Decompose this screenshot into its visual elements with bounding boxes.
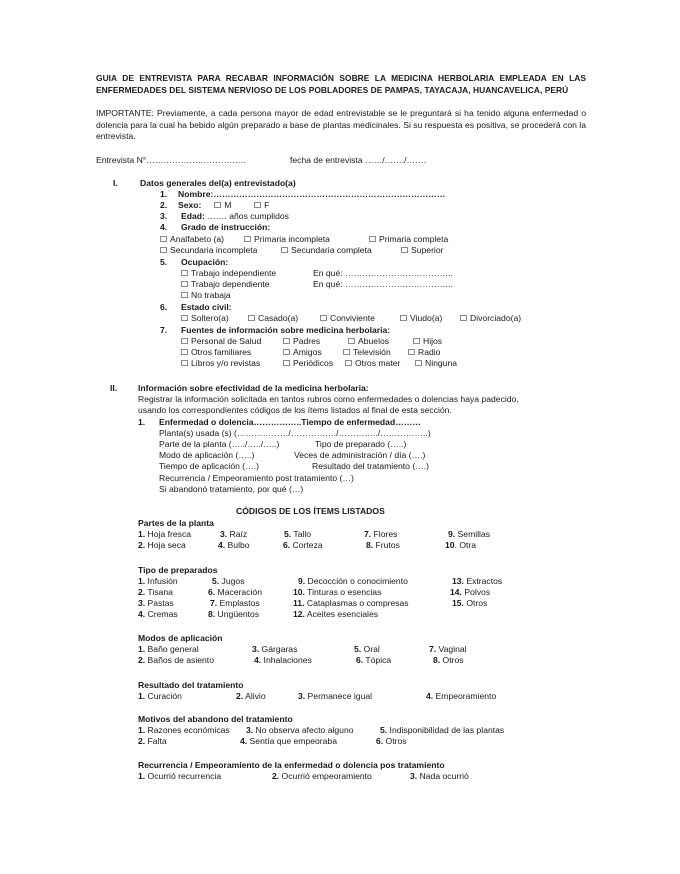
source-option-abuelos[interactable]: Abuelos (348, 336, 389, 347)
code-item: 6. Otros (376, 736, 407, 746)
education-option-secundaria-incompleta[interactable]: Secundaria incompleta (160, 245, 257, 256)
interview-date-field[interactable]: fecha de entrevista ……/……./……. (290, 155, 427, 165)
code-item: 2. Baños de asiento (138, 655, 214, 665)
code-item: 1. Infusión (138, 576, 178, 586)
q3-number: 3. (160, 211, 168, 221)
checkbox-icon[interactable] (283, 338, 290, 344)
q2-number: 2. (160, 200, 168, 210)
code-item: 2. Hoja seca (138, 540, 186, 550)
checkbox-icon[interactable] (214, 202, 221, 208)
code-item: 4. Cremas (138, 609, 178, 619)
treatment-result-field[interactable]: Resultado del tratamiento (….) (312, 461, 430, 471)
code-item: 3. Pastas (138, 598, 174, 608)
code-item: 8. Ungüentos (208, 609, 260, 619)
occupation-option-dependiente[interactable]: Trabajo dependiente (181, 279, 270, 290)
source-option-otros-mater[interactable]: Otros mater (345, 358, 400, 369)
checkbox-icon[interactable] (345, 360, 352, 366)
disease-field[interactable]: Enfermedad o dolencia……………..Tiempo de enfermedad……… (159, 417, 421, 427)
code-item: 1. Ocurrió recurrencia (138, 771, 222, 781)
code-item: 1. Razones económicas (138, 725, 230, 735)
checkbox-icon[interactable] (181, 292, 188, 298)
section-2-heading: Información sobre efectividad de la medicina herbolaria: (138, 383, 369, 393)
education-option-secundaria-completa[interactable]: Secundaria completa (281, 245, 372, 256)
source-option-otros-familiares[interactable]: Otros familiares (181, 347, 251, 358)
code-item: 3. Nada ocurrió (410, 771, 469, 781)
q6-number: 6. (160, 302, 168, 312)
section-1-numeral: I. (113, 178, 118, 188)
code-item: 2. Ocurrió empeoramiento (272, 771, 372, 781)
name-field[interactable]: Nombre:……………………………………………………………………… (178, 189, 446, 199)
code-item: 4. Inhalaciones (254, 655, 312, 665)
code-item: 7. Flores (364, 529, 398, 539)
source-option-television[interactable]: Televisión (343, 347, 391, 358)
checkbox-icon[interactable] (460, 315, 467, 321)
code-item: 3. Raíz (220, 529, 248, 539)
sex-m-option[interactable]: M (214, 200, 231, 210)
source-option-ninguna[interactable]: Ninguna (415, 358, 457, 369)
code-item: 7. Vaginal (429, 644, 467, 654)
education-option-primaria-completa[interactable]: Primaria completa (369, 234, 448, 245)
code-item: 14. Polvos (450, 587, 491, 597)
code-item: 7. Emplastos (210, 598, 260, 608)
code-item: 2. Alivio (236, 691, 266, 701)
codes-title: CÓDIGOS DE LOS ÍTEMS LISTADOS (236, 506, 385, 516)
recurrence-field[interactable]: Recurrencia / Empeoramiento post tratamiento (…) (159, 473, 354, 483)
checkbox-icon[interactable] (281, 247, 288, 253)
checkbox-icon[interactable] (181, 270, 188, 276)
section-1-heading: Datos generales del(a) entrevistado(a) (140, 178, 296, 188)
education-option-superior[interactable]: Superior (401, 245, 443, 256)
checkbox-icon[interactable] (254, 202, 261, 208)
checkbox-icon[interactable] (181, 315, 188, 321)
info-sources-label: Fuentes de información sobre medicina herbolaria: (181, 325, 391, 335)
code-item: 1. Baño general (138, 644, 199, 654)
code-item: 4. Empeoramiento (426, 691, 497, 701)
abandon-reasons-heading: Motivos del abandono del tratamiento (138, 714, 293, 724)
sex-f-option[interactable]: F (254, 200, 269, 210)
checkbox-icon[interactable] (160, 247, 167, 253)
civil-option-viudo[interactable]: Viudo(a) (400, 313, 442, 324)
source-option-hijos[interactable]: Hijos (413, 336, 442, 347)
checkbox-icon[interactable] (181, 360, 188, 366)
checkbox-icon[interactable] (181, 338, 188, 344)
interview-number-field[interactable]: Entrevista N°…………………………….. (96, 155, 246, 165)
section-2-instructions-line-2: usando los correspondientes códigos de los ítems listados al final de esta sección. (138, 405, 452, 415)
checkbox-icon[interactable] (283, 360, 290, 366)
checkbox-icon[interactable] (248, 315, 255, 321)
recurrence-heading: Recurrencia / Empeoramiento de la enfermedad o dolencia pos tratamiento (138, 760, 445, 770)
code-item: 8. Otros (433, 655, 464, 665)
code-item: 6. Tópica (356, 655, 392, 665)
civil-option-casado[interactable]: Casado(a) (248, 313, 298, 324)
source-option-personal-salud[interactable]: Personal de Salud (181, 336, 261, 347)
code-item: 2. Falta (138, 736, 167, 746)
administrations-per-day-field[interactable]: Veces de administración / día (….) (294, 450, 426, 460)
occupation-dependiente-detail-field[interactable]: En qué: ……………………………….. (313, 279, 453, 289)
education-option-primaria-incompleta[interactable]: Primaria incompleta (244, 234, 330, 245)
code-item: 5. Tallo (284, 529, 312, 539)
code-item: 4. Sentía que empeoraba (240, 736, 337, 746)
education-option-analfabeto[interactable]: Analfabeto (a) (160, 234, 224, 245)
checkbox-icon[interactable] (348, 338, 355, 344)
q4-number: 4. (160, 222, 168, 232)
civil-option-conviviente[interactable]: Conviviente (320, 313, 375, 324)
source-option-amigos[interactable]: Amigos (283, 347, 322, 358)
q7-number: 7. (160, 325, 168, 335)
code-item: 1. Curación (138, 691, 182, 701)
checkbox-icon[interactable] (343, 349, 350, 355)
occupation-option-independiente[interactable]: Trabajo independiente (181, 268, 276, 279)
plants-used-field[interactable]: Planta(s) usada (s) (………………/……………./…………../……………..) (159, 428, 431, 438)
prep-types-heading: Tipo de preparados (138, 565, 218, 575)
treatment-result-heading: Resultado del tratamiento (138, 680, 244, 690)
checkbox-icon[interactable] (283, 349, 290, 355)
plant-part-field[interactable]: Parte de la planta (…../…../…..) (159, 439, 280, 449)
code-item: 12. Aceites esenciales (293, 609, 379, 619)
code-item: 3. Gárgaras (252, 644, 298, 654)
code-item: 9. Decocción o conocimiento (298, 576, 408, 586)
source-option-periodicos[interactable]: Periódicos (283, 358, 333, 369)
code-item: 6. Corteza (283, 540, 323, 550)
checkbox-icon[interactable] (320, 315, 327, 321)
section-2-instructions-line-1: Registrar la información solicitada en tantos rubros como enfermedades o dolencias haya padecido, (138, 394, 519, 404)
checkbox-icon[interactable] (181, 349, 188, 355)
q5-number: 5. (160, 257, 168, 267)
code-item: 11. Cataplasmas o compresas (293, 598, 409, 608)
code-item: 5. Indisponibilidad de las plantas (380, 725, 505, 735)
code-item: 6. Maceración (208, 587, 262, 597)
checkbox-icon[interactable] (181, 281, 188, 287)
checkbox-icon[interactable] (408, 349, 415, 355)
code-item: 9. Semillas (448, 529, 491, 539)
civil-option-soltero[interactable]: Soltero(a) (181, 313, 229, 324)
checkbox-icon[interactable] (400, 315, 407, 321)
occupation-label: Ocupación: (181, 257, 229, 267)
checkbox-icon[interactable] (401, 247, 408, 253)
section-2-numeral: II. (110, 383, 118, 393)
plant-parts-heading: Partes de la planta (138, 518, 214, 528)
code-item: 1. Hoja fresca (138, 529, 192, 539)
abandon-reason-field[interactable]: Si abandonó tratamiento, por qué (…) (159, 484, 304, 494)
source-option-padres[interactable]: Padres (283, 336, 320, 347)
code-item: 10. Otra (445, 540, 477, 550)
checkbox-icon[interactable] (413, 338, 420, 344)
code-item: 15. Otros (452, 598, 488, 608)
civil-option-divorciado[interactable]: Divorciado(a) (460, 313, 521, 324)
age-field[interactable]: Edad: ……. años cumplidos (181, 211, 289, 221)
source-option-radio[interactable]: Radio (408, 347, 440, 358)
civil-status-label: Estado civil: (181, 302, 232, 312)
checkbox-icon[interactable] (369, 236, 376, 242)
code-item: 5. Jugos (212, 576, 245, 586)
q1-number: 1. (160, 189, 168, 199)
application-modes-heading: Modos de aplicación (138, 633, 223, 643)
prep-type-field[interactable]: Tipo de preparado (…..) (315, 439, 407, 449)
item-1-number: 1. (138, 417, 146, 427)
application-time-field[interactable]: Tiempo de aplicación (….) (159, 461, 259, 471)
checkbox-icon[interactable] (244, 236, 251, 242)
checkbox-icon[interactable] (415, 360, 422, 366)
application-mode-field[interactable]: Modo de aplicación (…..) (159, 450, 255, 460)
code-item: 10. Tinturas o esencias (293, 587, 382, 597)
code-item: 3. Permanece igual (298, 691, 373, 701)
code-item: 4. Bulbo (218, 540, 250, 550)
source-option-libros[interactable]: Libros y/o revistas (181, 358, 260, 369)
code-item: 2. Tisana (138, 587, 173, 597)
education-label: Grado de instrucción: (181, 222, 271, 232)
occupation-independiente-detail-field[interactable]: En qué: ……………………………….. (313, 268, 453, 278)
occupation-option-no-trabaja[interactable]: No trabaja (181, 290, 231, 301)
checkbox-icon[interactable] (160, 236, 167, 242)
important-note: IMPORTANTE: Previamente, a cada persona mayor de edad entrevistable se le preguntará si ha tenido alguna enfermedad o dolencia para la cual ha bebido algún preparado a base de plantas medicinales. Si su respuesta es positiva, se procederá con la entrevista. (96, 108, 586, 142)
code-item: 8. Frutos (366, 540, 400, 550)
sex-question (178, 200, 269, 211)
code-item: 5. Oral (354, 644, 380, 654)
code-item: 3. No observa afecto alguno (246, 725, 354, 735)
sex-label: Sexo: (178, 200, 202, 210)
code-item: 13. Extractos (452, 576, 503, 586)
document-title: GUIA DE ENTREVISTA PARA RECABAR INFORMACIÓN SOBRE LA MEDICINA HERBOLARIA EMPLEADA EN LAS ENFERMEDADES DEL SISTEMA NERVIOSO DE LOS POBLADORES DE PAMPAS, TAYACAJA, HUANCAVELICA, PERÚ (96, 73, 586, 95)
